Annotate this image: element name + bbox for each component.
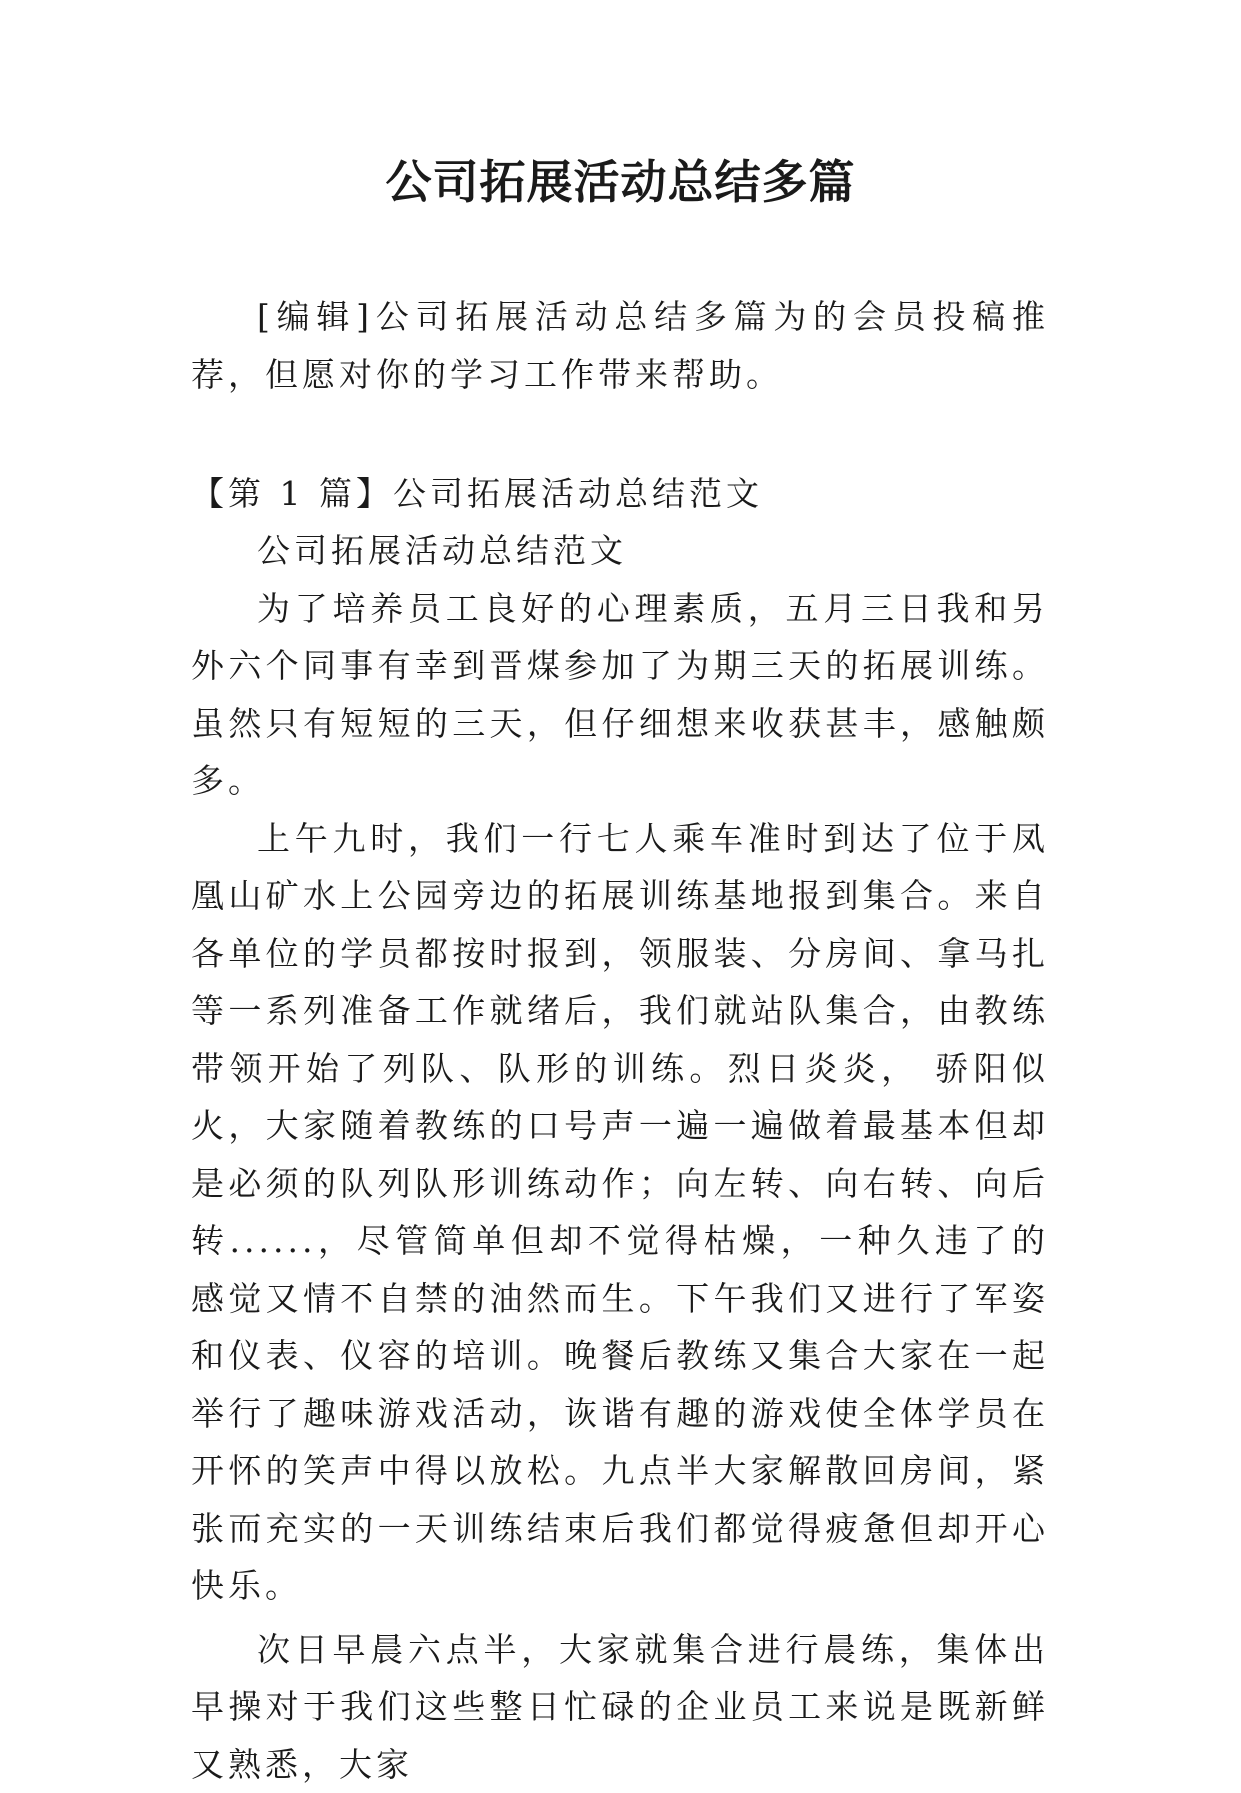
body-paragraph: 上午九时，我们一行七人乘车准时到达了位于凤凰山矿水上公园旁边的拓展训练基地报到集合。来自各单位的学员都按时报到，领服装、分房间、拿马扎等一系列准备工作就绪后，我们就站队集合，由教练带领开始了列队、队形的训练。烈日炎炎， 骄阳似火，大家随着教练的口号声一遍一遍做着最基本但却是必须的队列队形训练动作；向左转、向右转、向后转......，尽管简单但却不觉得枯燥，一种久违了的感觉又情不自禁的油然而生。下午我们又进行了军姿和仪表、仪容的培训。晚餐后教练又集合大家在一起举行了趣味游戏活动，诙谐有趣的游戏使全体学员在开怀的笑声中得以放松。九点半大家解散回房间，紧张而充实的一天训练结束后我们都觉得疲惫但却开心快乐。 <box>191 810 1049 1615</box>
intro-paragraph: [编辑]公司拓展活动总结多篇为的会员投稿推荐，但愿对你的学习工作带来帮助。 <box>191 288 1049 403</box>
document-title: 公司拓展活动总结多篇 <box>0 150 1241 214</box>
article-subtitle: 公司拓展活动总结范文 <box>191 522 1049 580</box>
body-paragraph: 为了培养员工良好的心理素质，五月三日我和另外六个同事有幸到晋煤参加了为期三天的拓展训练。虽然只有短短的三天，但仔细想来收获甚丰，感触颇多。 <box>191 580 1049 810</box>
section-heading: 【第 1 篇】公司拓展活动总结范文 <box>191 465 1049 523</box>
body-paragraph: 次日早晨六点半，大家就集合进行晨练，集体出早操对于我们这些整日忙碌的企业员工来说是既新鲜又熟悉，大家 <box>191 1621 1049 1793</box>
article-body <box>191 522 1049 1793</box>
